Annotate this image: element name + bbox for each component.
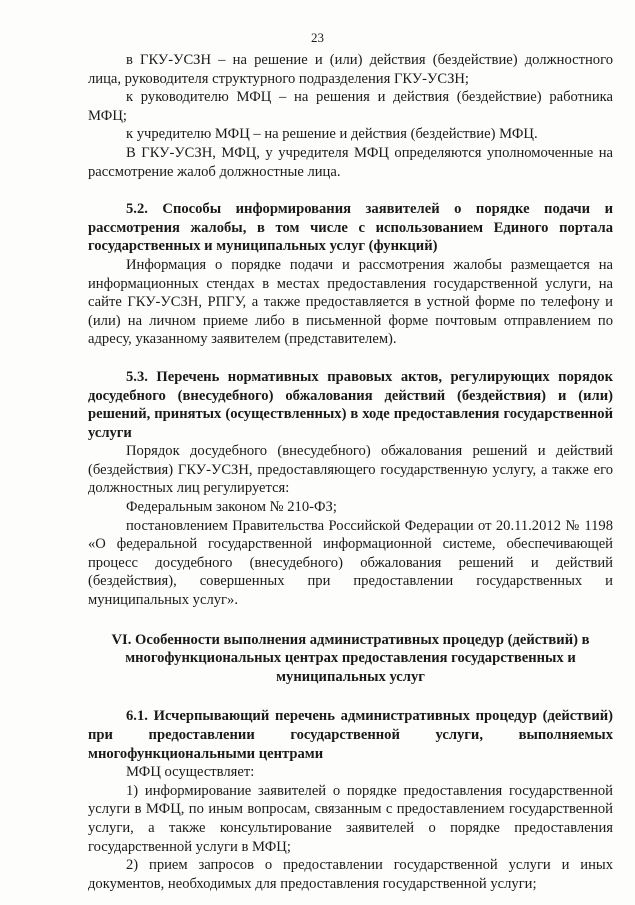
section-5-2-text: Информация о порядке подачи и рассмотрения жалобы размещается на информационных стендах в местах предоставления государственной услуги, на сайте ГКУ-УСЗН, РПГУ, а также предоставляется в устной форме по телефону и (или) на личном приеме либо в письменной форме почтовым отправлением по адресу, указанному заявителем (представителем). bbox=[88, 256, 613, 348]
section-5-3-heading: 5.3. Перечень нормативных правовых актов, регулирующих порядок досудебного (внесудебного) обжалования действий (бездействия) и (или) решений, принятых (осуществленных) в ходе предоставления государственной услуги bbox=[88, 368, 613, 441]
page-number: 23 bbox=[311, 30, 324, 45]
section-5-3-law: Федеральным законом № 210-ФЗ; bbox=[126, 499, 337, 516]
paragraph-intro-4: В ГКУ-УСЗН, МФЦ, у учредителя МФЦ определяются уполномоченные на рассмотрение жалоб должностные лица. bbox=[88, 144, 613, 180]
section-5-3-text: Порядок досудебного (внесудебного) обжалования решений и действий (бездействия) ГКУ-УСЗН, предоставляющего государственную услугу, а также его должностных лиц регулируется: bbox=[88, 443, 613, 497]
spacer bbox=[88, 349, 613, 368]
section-6-1-heading: 6.1. Исчерпывающий перечень административных процедур (действий) при предоставлении государственной услуги, выполняемых многофункциональными центрами bbox=[88, 708, 613, 762]
section-5-3-decree: постановлением Правительства Российской Федерации от 20.11.2012 № 1198 «О федеральной государственной информационной системе, обеспечивающей процесс досудебного (внесудебного) обжалования решений и действий (бездействия), совершенных при предоставлении государственных и муниципальных услуг». bbox=[88, 517, 613, 609]
chapter-6-heading: VI. Особенности выполнения административных процедур (действий) в многофункциональных центрах предоставления государственных и муниципальных услуг bbox=[111, 631, 590, 685]
list-item-2: 2) прием запросов о предоставлении государственной услуги и иных документов, необходимых для предоставления государственной услуги; bbox=[88, 857, 613, 892]
spacer bbox=[88, 610, 613, 631]
paragraph-intro-1: в ГКУ-УСЗН – на решение и (или) действия (бездействие) должностного лица, руководителя структурного подразделения ГКУ-УСЗН; bbox=[88, 52, 613, 87]
paragraph-intro-3: к учредителю МФЦ – на решение и действия (бездействие) МФЦ. bbox=[126, 126, 538, 143]
list-item-1: 1) информирование заявителей о порядке предоставления государственной услуги в МФЦ, по иным вопросам, связанным с предоставлением государственной услуги, а также консультирование заявителей о порядке предоставления государственной услуги в МФЦ; bbox=[88, 782, 613, 855]
spacer bbox=[88, 686, 613, 707]
spacer bbox=[88, 181, 613, 200]
section-6-1-intro: МФЦ осуществляет: bbox=[126, 764, 255, 781]
page-body bbox=[88, 51, 613, 893]
section-5-2-heading: 5.2. Способы информирования заявителей о порядке подачи и рассмотрения жалобы, в том числе с использованием Единого портала государственных и муниципальных услуг (функций) bbox=[88, 201, 613, 255]
paragraph-intro-2: к руководителю МФЦ – на решения и действия (бездействие) работника МФЦ; bbox=[88, 89, 613, 124]
